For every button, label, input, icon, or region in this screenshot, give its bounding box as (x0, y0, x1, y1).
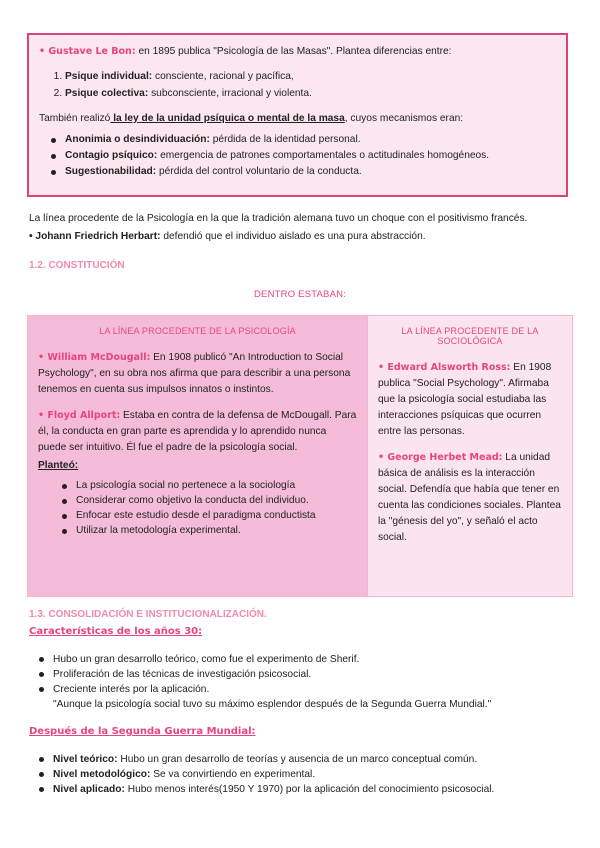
allport-paragraph: • Floyd Allport: Estaba en contra de la defensa de McDougall. Para él, la conducta en gran parte es aprendida y lo aprendido nunca puede ser intuitivo. Él fue el padre de la psicología social. (38, 410, 357, 453)
years30-list (53, 652, 491, 712)
list-item: Proliferación de las técnicas de investigación psicosocial. (53, 667, 491, 682)
list-item: Hubo un gran desarrollo teórico, como fue el experimento de Sherif. (53, 652, 491, 667)
lines-comparison-table (27, 315, 573, 597)
law-sentence: También realizó la ley de la unidad psíquica o mental de la masa, cuyos mecanismos eran: (39, 113, 464, 124)
planteo-list (38, 478, 357, 538)
list-item: Nivel teórico: Hubo un gran desarrollo de teorías y ausencia de un marco conceptual común. (53, 752, 494, 767)
list-item: Utilizar la metodología experimental. (76, 523, 357, 538)
planteo-label: Planteó: (38, 460, 79, 471)
list-item: Sugestionabilidad: pérdida del control voluntario de la conducta. (65, 164, 556, 180)
german-line-text: La línea procedente de la Psicología en la que la tradición alemana tuvo un choque con el positivismo francés. (29, 213, 528, 224)
list-item: Contagio psíquico: emergencia de patrones comportamentales o actitudinales homogéneos. (65, 148, 556, 164)
postwar-list (53, 752, 494, 797)
list-item: Nivel aplicado: Hubo menos interés(1950 Y 1970) por la aplicación del conocimiento psicosocial. (53, 784, 495, 795)
years30-quote: "Aunque la psicología social tuvo su máximo esplendor después de la Segunda Guerra Mundial." (53, 699, 492, 710)
mcdougall-paragraph: • William McDougall: En 1908 publicó "An Introduction to Social Psychology", en su obra nos afirma que para describir a una persona tenemos en cuenta sus impulsos innatos o instintos. (38, 352, 351, 395)
psyche-list (39, 68, 556, 102)
list-item: Considerar como objetivo la conducta del individuo. (76, 493, 357, 508)
mead-paragraph: • George Herbet Mead: La unidad básica de análisis es la interacción social. Defendía que había que tener en cuenta las condiciones sociales. Plantea la "génesis del yo", y señaló el acto social. (378, 452, 561, 543)
le-bon-name: • Gustave Le Bon: (39, 46, 136, 57)
list-item: Anonimia o desindividuación: pérdida de la identidad personal. (65, 132, 556, 148)
le-bon-intro: • Gustave Le Bon: en 1895 publica "Psicología de las Masas". Plantea diferencias entre: (39, 46, 452, 57)
ross-paragraph: • Edward Alsworth Ross: En 1908 publica "Social Psychology". Afirmaba que la psicología social estudiaba las interacciones psíquicas que ocurren entre las personas. (378, 362, 552, 437)
list-item: Nivel metodológico: Se va convirtiendo en experimental. (53, 767, 494, 782)
section-title-constitucion: 1.2. CONSTITUCIÓN (29, 260, 125, 271)
sociology-column-header: LA LÍNEA PROCEDENTE DE LA SOCIOLÓGICA (401, 326, 539, 346)
psychology-column-header: LA LÍNEA PROCEDENTE DE LA PSICOLOGÍA (99, 326, 296, 336)
le-bon-box (27, 33, 568, 197)
psychology-column (28, 316, 368, 596)
sociology-column (368, 316, 572, 596)
list-item: 2. Psique colectiva: subconsciente, irracional y violenta. (65, 85, 556, 102)
list-item: Enfocar este estudio desde el paradigma conductista (76, 508, 357, 523)
list-item: 1. Psique individual: consciente, racional y pacífica, (65, 68, 556, 85)
list-item: La psicología social no pertenece a la sociología (76, 478, 357, 493)
dentro-estaban-label: DENTRO ESTABAN: (253, 289, 347, 300)
list-item: Creciente interés por la aplicación. (53, 682, 491, 697)
mechanism-list (39, 132, 556, 180)
herbart-text: • Johann Friedrich Herbart: defendió que el individuo aislado es una pura abstracción. (29, 231, 426, 242)
postwar-heading: Después de la Segunda Guerra Mundial: (29, 726, 256, 737)
years30-heading: Características de los años 30: (29, 626, 203, 637)
section-title-consolidacion: 1.3. CONSOLIDACIÓN E INSTITUCIONALIZACIÓN. (29, 609, 267, 620)
